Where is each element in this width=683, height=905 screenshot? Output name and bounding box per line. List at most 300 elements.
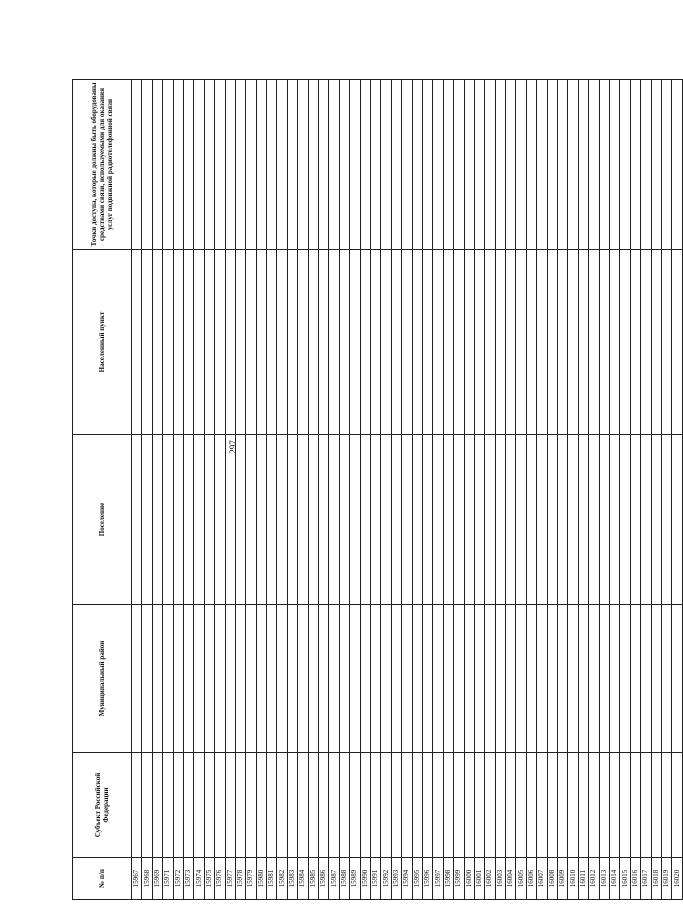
- cell-need: [485, 80, 495, 250]
- table-row: [474, 80, 484, 900]
- cell-subject: [194, 753, 204, 858]
- cell-settlement: [339, 435, 349, 605]
- cell-need: [152, 80, 162, 250]
- cell-num: 15973: [183, 858, 193, 900]
- cell-settlement: [526, 435, 536, 605]
- cell-subject: [495, 753, 505, 858]
- cell-num: 16013: [599, 858, 609, 900]
- cell-municipal: [495, 605, 505, 753]
- cell-num: 15972: [173, 858, 183, 900]
- cell-municipal: [672, 605, 682, 753]
- cell-locality: [599, 250, 609, 435]
- cell-municipal: [287, 605, 297, 753]
- cell-municipal: [246, 605, 256, 753]
- cell-locality: [495, 250, 505, 435]
- cell-need: [506, 80, 516, 250]
- cell-municipal: [578, 605, 588, 753]
- header-need: Точки доступа, которые должны быть оборудованы средствами связи, используемыми для оказания услуг подвижной радиотелефонной связи: [73, 80, 132, 250]
- header-subject: Субъект Российской Федерации: [73, 753, 132, 858]
- cell-settlement: [360, 435, 370, 605]
- cell-need: [381, 80, 391, 250]
- cell-num: 15989: [350, 858, 360, 900]
- cell-subject: [256, 753, 266, 858]
- cell-subject: [422, 753, 432, 858]
- table-row: [672, 80, 682, 900]
- table-row: [173, 80, 183, 900]
- cell-locality: [402, 250, 412, 435]
- cell-need: [474, 80, 484, 250]
- cell-subject: [443, 753, 453, 858]
- cell-subject: [298, 753, 308, 858]
- cell-settlement: [464, 435, 474, 605]
- cell-municipal: [319, 605, 329, 753]
- cell-subject: [526, 753, 536, 858]
- cell-locality: [235, 250, 245, 435]
- cell-locality: [641, 250, 651, 435]
- cell-num: 15977: [225, 858, 235, 900]
- table-row: [235, 80, 245, 900]
- cell-municipal: [142, 605, 152, 753]
- cell-subject: [558, 753, 568, 858]
- cell-num: 16006: [526, 858, 536, 900]
- cell-municipal: [298, 605, 308, 753]
- cell-settlement: [599, 435, 609, 605]
- cell-municipal: [526, 605, 536, 753]
- cell-municipal: [339, 605, 349, 753]
- cell-need: [402, 80, 412, 250]
- cell-locality: [537, 250, 547, 435]
- cell-locality: [474, 250, 484, 435]
- cell-locality: [568, 250, 578, 435]
- cell-locality: [672, 250, 682, 435]
- cell-subject: [370, 753, 380, 858]
- cell-need: [547, 80, 557, 250]
- cell-locality: [152, 250, 162, 435]
- cell-subject: [132, 753, 142, 858]
- table-row: [256, 80, 266, 900]
- cell-num: 15993: [391, 858, 401, 900]
- cell-settlement: [256, 435, 266, 605]
- cell-need: [641, 80, 651, 250]
- cell-subject: [225, 753, 235, 858]
- cell-num: 15990: [360, 858, 370, 900]
- cell-municipal: [235, 605, 245, 753]
- cell-num: 16014: [609, 858, 619, 900]
- table-row: [402, 80, 412, 900]
- cell-subject: [360, 753, 370, 858]
- table-row: [339, 80, 349, 900]
- table-row: [194, 80, 204, 900]
- cell-locality: [506, 250, 516, 435]
- cell-locality: [308, 250, 318, 435]
- cell-subject: [454, 753, 464, 858]
- cell-num: 15967: [132, 858, 142, 900]
- cell-need: [360, 80, 370, 250]
- cell-settlement: [235, 435, 245, 605]
- cell-subject: [620, 753, 630, 858]
- cell-settlement: [485, 435, 495, 605]
- cell-num: 15997: [433, 858, 443, 900]
- cell-municipal: [599, 605, 609, 753]
- cell-num: 15975: [204, 858, 214, 900]
- cell-locality: [298, 250, 308, 435]
- cell-num: 15994: [402, 858, 412, 900]
- cell-num: 15987: [329, 858, 339, 900]
- cell-num: 16003: [495, 858, 505, 900]
- cell-settlement: [516, 435, 526, 605]
- cell-settlement: [547, 435, 557, 605]
- cell-settlement: [474, 435, 484, 605]
- cell-settlement: [225, 435, 235, 605]
- cell-num: 15980: [256, 858, 266, 900]
- cell-num: 15971: [163, 858, 173, 900]
- cell-num: 16005: [516, 858, 526, 900]
- cell-num: 15981: [267, 858, 277, 900]
- cell-subject: [183, 753, 193, 858]
- cell-num: 16019: [661, 858, 671, 900]
- cell-municipal: [558, 605, 568, 753]
- cell-municipal: [225, 605, 235, 753]
- cell-settlement: [381, 435, 391, 605]
- cell-need: [235, 80, 245, 250]
- cell-subject: [485, 753, 495, 858]
- table-row: [215, 80, 225, 900]
- table-row: [163, 80, 173, 900]
- cell-settlement: [152, 435, 162, 605]
- cell-settlement: [183, 435, 193, 605]
- cell-settlement: [194, 435, 204, 605]
- cell-num: 15992: [381, 858, 391, 900]
- table-row: [350, 80, 360, 900]
- cell-num: 16018: [651, 858, 661, 900]
- cell-need: [433, 80, 443, 250]
- cell-num: 15998: [443, 858, 453, 900]
- cell-need: [412, 80, 422, 250]
- table-row: [641, 80, 651, 900]
- cell-need: [630, 80, 640, 250]
- cell-num: 15988: [339, 858, 349, 900]
- cell-settlement: [267, 435, 277, 605]
- cell-need: [173, 80, 183, 250]
- cell-locality: [661, 250, 671, 435]
- cell-subject: [661, 753, 671, 858]
- cell-locality: [246, 250, 256, 435]
- cell-settlement: [620, 435, 630, 605]
- cell-num: 15978: [235, 858, 245, 900]
- cell-subject: [308, 753, 318, 858]
- cell-subject: [204, 753, 214, 858]
- cell-locality: [558, 250, 568, 435]
- cell-need: [558, 80, 568, 250]
- table-row: [381, 80, 391, 900]
- cell-municipal: [350, 605, 360, 753]
- cell-settlement: [609, 435, 619, 605]
- cell-settlement: [163, 435, 173, 605]
- cell-subject: [391, 753, 401, 858]
- table-row: [370, 80, 380, 900]
- table-row: [422, 80, 432, 900]
- cell-settlement: [277, 435, 287, 605]
- cell-subject: [506, 753, 516, 858]
- cell-settlement: [132, 435, 142, 605]
- table-row: [152, 80, 162, 900]
- cell-settlement: [568, 435, 578, 605]
- cell-settlement: [370, 435, 380, 605]
- table-row: [661, 80, 671, 900]
- cell-num: 16012: [589, 858, 599, 900]
- table-row: [609, 80, 619, 900]
- cell-need: [183, 80, 193, 250]
- cell-subject: [287, 753, 297, 858]
- cell-locality: [651, 250, 661, 435]
- settlements-table: [72, 79, 683, 900]
- header-settlement: Поселение: [73, 435, 132, 605]
- cell-settlement: [672, 435, 682, 605]
- cell-need: [370, 80, 380, 250]
- cell-subject: [350, 753, 360, 858]
- cell-need: [350, 80, 360, 250]
- cell-num: 16017: [641, 858, 651, 900]
- cell-locality: [620, 250, 630, 435]
- cell-municipal: [267, 605, 277, 753]
- cell-need: [568, 80, 578, 250]
- cell-municipal: [215, 605, 225, 753]
- table-row: [225, 80, 235, 900]
- cell-locality: [547, 250, 557, 435]
- cell-locality: [225, 250, 235, 435]
- cell-municipal: [485, 605, 495, 753]
- cell-municipal: [370, 605, 380, 753]
- cell-locality: [256, 250, 266, 435]
- cell-num: 16007: [537, 858, 547, 900]
- cell-municipal: [651, 605, 661, 753]
- cell-municipal: [547, 605, 557, 753]
- cell-municipal: [506, 605, 516, 753]
- cell-locality: [381, 250, 391, 435]
- cell-need: [142, 80, 152, 250]
- cell-need: [215, 80, 225, 250]
- table-row: [558, 80, 568, 900]
- cell-need: [651, 80, 661, 250]
- table-row: [651, 80, 661, 900]
- cell-municipal: [609, 605, 619, 753]
- cell-subject: [339, 753, 349, 858]
- header-locality: Населенный пункт: [73, 250, 132, 435]
- table-row: [183, 80, 193, 900]
- cell-locality: [163, 250, 173, 435]
- table-row: [547, 80, 557, 900]
- cell-locality: [277, 250, 287, 435]
- cell-locality: [443, 250, 453, 435]
- cell-need: [495, 80, 505, 250]
- table-row: [433, 80, 443, 900]
- cell-municipal: [163, 605, 173, 753]
- cell-subject: [402, 753, 412, 858]
- cell-settlement: [287, 435, 297, 605]
- cell-municipal: [516, 605, 526, 753]
- cell-settlement: [443, 435, 453, 605]
- cell-subject: [215, 753, 225, 858]
- table-row: [630, 80, 640, 900]
- cell-num: 16000: [464, 858, 474, 900]
- table-header: [73, 80, 132, 900]
- cell-need: [163, 80, 173, 250]
- cell-settlement: [246, 435, 256, 605]
- cell-num: 15986: [319, 858, 329, 900]
- cell-settlement: [391, 435, 401, 605]
- table-row: [132, 80, 142, 900]
- table-row: [568, 80, 578, 900]
- table-row: [526, 80, 536, 900]
- cell-num: 15976: [215, 858, 225, 900]
- cell-settlement: [422, 435, 432, 605]
- cell-locality: [412, 250, 422, 435]
- cell-municipal: [443, 605, 453, 753]
- cell-locality: [516, 250, 526, 435]
- cell-municipal: [204, 605, 214, 753]
- cell-municipal: [537, 605, 547, 753]
- cell-subject: [152, 753, 162, 858]
- cell-need: [287, 80, 297, 250]
- cell-need: [277, 80, 287, 250]
- cell-locality: [204, 250, 214, 435]
- cell-municipal: [183, 605, 193, 753]
- table-row: [485, 80, 495, 900]
- cell-locality: [142, 250, 152, 435]
- cell-locality: [578, 250, 588, 435]
- cell-settlement: [537, 435, 547, 605]
- cell-locality: [485, 250, 495, 435]
- cell-settlement: [329, 435, 339, 605]
- cell-num: 15991: [370, 858, 380, 900]
- cell-municipal: [360, 605, 370, 753]
- cell-num: 15996: [422, 858, 432, 900]
- cell-municipal: [381, 605, 391, 753]
- cell-need: [319, 80, 329, 250]
- cell-municipal: [256, 605, 266, 753]
- cell-need: [589, 80, 599, 250]
- cell-subject: [277, 753, 287, 858]
- cell-subject: [474, 753, 484, 858]
- cell-locality: [173, 250, 183, 435]
- cell-locality: [319, 250, 329, 435]
- cell-num: 16009: [558, 858, 568, 900]
- cell-settlement: [630, 435, 640, 605]
- table-row: [329, 80, 339, 900]
- cell-locality: [267, 250, 277, 435]
- cell-subject: [246, 753, 256, 858]
- table-row: [578, 80, 588, 900]
- cell-locality: [287, 250, 297, 435]
- rotated-table-sheet: [72, 80, 681, 900]
- cell-num: 15995: [412, 858, 422, 900]
- cell-need: [672, 80, 682, 250]
- cell-need: [225, 80, 235, 250]
- cell-need: [391, 80, 401, 250]
- cell-settlement: [558, 435, 568, 605]
- cell-num: 16011: [578, 858, 588, 900]
- cell-locality: [526, 250, 536, 435]
- header-num: № п/п: [73, 858, 132, 900]
- cell-subject: [433, 753, 443, 858]
- cell-num: 16008: [547, 858, 557, 900]
- header-municipal: Муниципальный район: [73, 605, 132, 753]
- cell-need: [298, 80, 308, 250]
- cell-municipal: [422, 605, 432, 753]
- cell-subject: [329, 753, 339, 858]
- cell-num: 15983: [287, 858, 297, 900]
- cell-settlement: [506, 435, 516, 605]
- cell-num: 16002: [485, 858, 495, 900]
- table-row: [360, 80, 370, 900]
- cell-settlement: [454, 435, 464, 605]
- cell-need: [454, 80, 464, 250]
- cell-locality: [329, 250, 339, 435]
- cell-num: 16004: [506, 858, 516, 900]
- cell-settlement: [402, 435, 412, 605]
- cell-subject: [412, 753, 422, 858]
- cell-subject: [537, 753, 547, 858]
- cell-subject: [568, 753, 578, 858]
- cell-subject: [381, 753, 391, 858]
- cell-municipal: [277, 605, 287, 753]
- cell-municipal: [641, 605, 651, 753]
- cell-municipal: [661, 605, 671, 753]
- cell-num: 16015: [620, 858, 630, 900]
- cell-need: [516, 80, 526, 250]
- cell-need: [464, 80, 474, 250]
- cell-subject: [672, 753, 682, 858]
- cell-subject: [589, 753, 599, 858]
- cell-num: 15968: [142, 858, 152, 900]
- cell-settlement: [298, 435, 308, 605]
- cell-num: 16001: [474, 858, 484, 900]
- cell-municipal: [402, 605, 412, 753]
- cell-settlement: [412, 435, 422, 605]
- cell-municipal: [329, 605, 339, 753]
- table-row: [589, 80, 599, 900]
- cell-municipal: [152, 605, 162, 753]
- cell-municipal: [391, 605, 401, 753]
- cell-subject: [163, 753, 173, 858]
- cell-need: [267, 80, 277, 250]
- cell-num: 16016: [630, 858, 640, 900]
- cell-locality: [370, 250, 380, 435]
- cell-need: [599, 80, 609, 250]
- cell-municipal: [308, 605, 318, 753]
- table-row: [537, 80, 547, 900]
- cell-settlement: [350, 435, 360, 605]
- cell-locality: [215, 250, 225, 435]
- cell-need: [246, 80, 256, 250]
- cell-settlement: [215, 435, 225, 605]
- cell-num: 15984: [298, 858, 308, 900]
- cell-municipal: [433, 605, 443, 753]
- cell-need: [194, 80, 204, 250]
- table-row: [516, 80, 526, 900]
- table-row: [308, 80, 318, 900]
- cell-settlement: [433, 435, 443, 605]
- cell-locality: [339, 250, 349, 435]
- cell-locality: [360, 250, 370, 435]
- cell-need: [339, 80, 349, 250]
- cell-need: [132, 80, 142, 250]
- cell-locality: [183, 250, 193, 435]
- table-row: [412, 80, 422, 900]
- cell-municipal: [464, 605, 474, 753]
- cell-num: 15969: [152, 858, 162, 900]
- cell-municipal: [194, 605, 204, 753]
